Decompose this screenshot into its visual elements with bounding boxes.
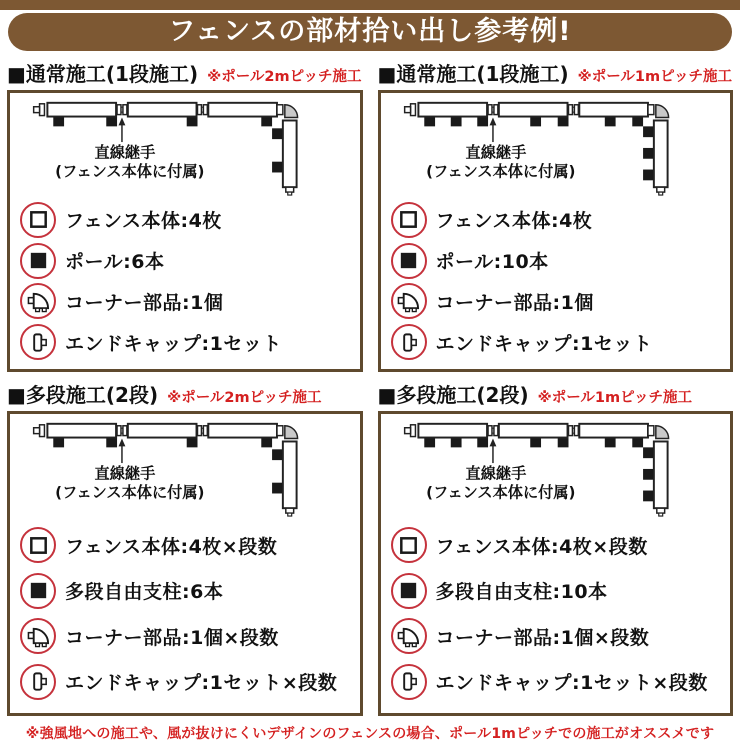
corner-icon [20, 618, 56, 654]
part-label: コーナー部品:1個×段数 [65, 626, 279, 649]
part-row [20, 283, 356, 319]
part-label: エンドキャップ:1セット×段数 [435, 672, 708, 695]
panel-pitch-note: ※ポール2mピッチ施工 [167, 390, 322, 406]
panel-pitch-note: ※ポール1mピッチ施工 [537, 390, 693, 406]
part-label: エンドキャップ:1セット [65, 332, 282, 355]
panel-header [7, 379, 363, 408]
part-label: フェンス本体:4枚×段数 [435, 535, 648, 558]
part-label: 多段自由支柱:6本 [65, 581, 224, 604]
part-label: コーナー部品:1個×段数 [435, 626, 650, 649]
part-label: コーナー部品:1個 [435, 291, 594, 314]
fence-panel-icon [391, 527, 427, 563]
fence-panel-icon [20, 527, 56, 563]
pole-icon [391, 573, 427, 609]
panel-box [7, 411, 363, 716]
part-label: ポール:10本 [435, 251, 549, 274]
page-title: フェンスの部材拾い出し参考例! [8, 13, 732, 51]
fence-plan-diagram [381, 93, 731, 197]
panel-normal-1m-pitch [378, 51, 734, 372]
part-row [391, 573, 727, 609]
pole-icon [391, 243, 427, 279]
panel-header [378, 58, 734, 87]
part-row [20, 324, 356, 360]
panel-header [378, 379, 734, 408]
corner-icon [20, 283, 56, 319]
svg-text:(フェンス本体に付属): (フェンス本体に付属) [55, 162, 205, 181]
fence-panel-icon [20, 202, 56, 238]
panels-grid [0, 51, 740, 716]
parts-list [381, 197, 731, 369]
part-label: エンドキャップ:1セット×段数 [65, 672, 338, 695]
panel-heading: ■多段施工(2段) [7, 383, 159, 407]
panel-multi-2m-pitch [7, 372, 363, 716]
panel-multi-1m-pitch [378, 372, 734, 716]
parts-list [10, 197, 360, 369]
fence-plan-diagram [381, 414, 731, 518]
part-label: ポール:6本 [65, 251, 165, 274]
endcap-icon [20, 664, 56, 700]
part-label: 多段自由支柱:10本 [435, 581, 608, 604]
part-row [391, 283, 727, 319]
part-row [391, 664, 727, 700]
endcap-icon [391, 664, 427, 700]
panel-heading: ■通常施工(1段施工) [377, 62, 569, 86]
panel-box [378, 411, 734, 716]
fence-panel-icon [391, 202, 427, 238]
pole-icon [20, 573, 56, 609]
parts-list [10, 518, 360, 713]
part-label: コーナー部品:1個 [65, 291, 224, 314]
top-strip [0, 0, 740, 10]
part-row [391, 618, 727, 654]
corner-icon [391, 618, 427, 654]
panel-heading: ■通常施工(1段施工) [7, 62, 199, 86]
panel-heading: ■多段施工(2段) [377, 383, 529, 407]
part-label: フェンス本体:4枚 [435, 210, 593, 233]
part-row [20, 573, 356, 609]
fence-plan-diagram [10, 93, 360, 197]
part-row [391, 202, 727, 238]
part-label: フェンス本体:4枚×段数 [65, 535, 278, 558]
panel-pitch-note: ※ポール2mピッチ施工 [207, 69, 362, 85]
panel-header [7, 58, 363, 87]
footer-note: ※強風地への施工や、風が抜けにくいデザインのフェンスの場合、ポール1mピッチでの施工がオススメです [25, 726, 715, 740]
part-row [391, 324, 727, 360]
part-label: エンドキャップ:1セット [435, 332, 653, 355]
panel-box [7, 90, 363, 372]
panel-box [378, 90, 734, 372]
parts-list [381, 518, 731, 713]
svg-text:(フェンス本体に付属): (フェンス本体に付属) [425, 162, 575, 181]
endcap-icon [20, 324, 56, 360]
panel-pitch-note: ※ポール1mピッチ施工 [577, 69, 733, 85]
svg-text:直線継手: 直線継手 [94, 143, 156, 162]
pole-icon [20, 243, 56, 279]
part-row [20, 664, 356, 700]
part-row [20, 527, 356, 563]
panel-normal-2m-pitch [7, 51, 363, 372]
svg-text:(フェンス本体に付属): (フェンス本体に付属) [425, 483, 575, 502]
part-row [20, 202, 356, 238]
part-label: フェンス本体:4枚 [65, 210, 222, 233]
part-row [20, 243, 356, 279]
endcap-icon [391, 324, 427, 360]
fence-plan-diagram [10, 414, 360, 518]
svg-text:(フェンス本体に付属): (フェンス本体に付属) [55, 483, 205, 502]
svg-text:直線継手: 直線継手 [465, 464, 526, 483]
corner-icon [391, 283, 427, 319]
part-row [20, 618, 356, 654]
svg-text:直線継手: 直線継手 [94, 464, 156, 483]
svg-text:直線継手: 直線継手 [465, 143, 526, 162]
part-row [391, 243, 727, 279]
part-row [391, 527, 727, 563]
